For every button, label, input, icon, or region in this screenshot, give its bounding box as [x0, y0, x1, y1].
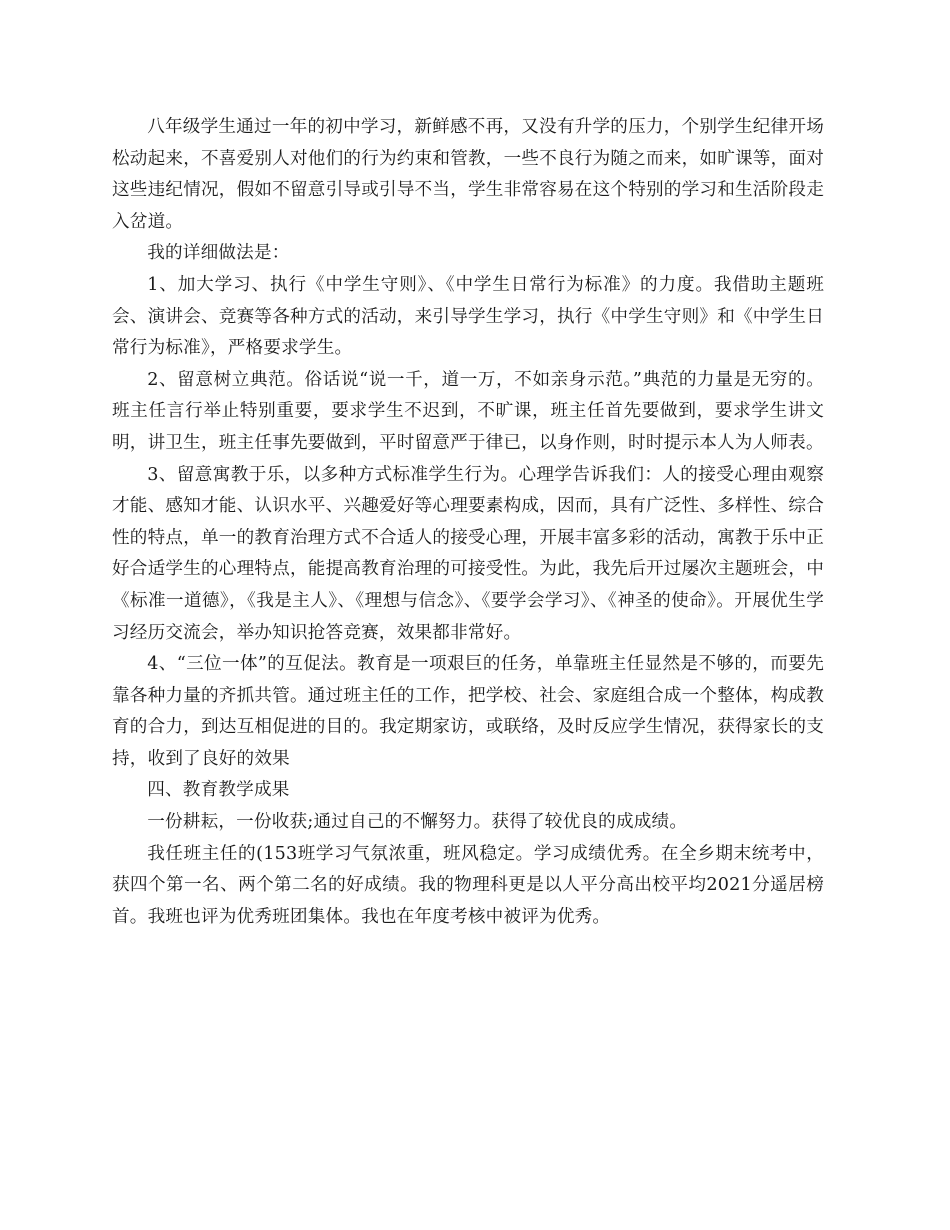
paragraph-method-1: 1、加大学习、执行《中学生守则》、《中学生日常行为标准》的力度。我借助主题班会、演讲会、竞赛等各种方式的活动，来引导学生学习，执行《中学生守则》和《中学生日常行为标准》，严格要求学生。	[112, 274, 824, 359]
section-heading-results: 四、教育教学成果	[147, 780, 290, 801]
paragraph-results-summary: 一份耕耘，一份收获;通过自己的不懈努力。获得了较优良的成成绩。	[147, 812, 688, 833]
paragraph-method-4: 4、“三位一体”的互促法。教育是一项艰巨的任务，单靠班主任显然是不够的，而要先靠各种力量的齐抓共管。通过班主任的工作，把学校、社会、家庭组合成一个整体，构成教育的合力，到达互相促进的目的。我定期家访，或联络，及时反应学生情况，获得家长的支持，收到了良好的效果	[112, 654, 824, 769]
paragraph-intro: 八年级学生通过一年的初中学习，新鲜感不再，又没有升学的压力，个别学生纪律开场松动起来，不喜爱别人对他们的行为约束和管教，一些不良行为随之而来，如旷课等，面对这些违纪情况，假如不留意引导或引导不当，学生非常容易在这个特别的学习和生活阶段走入岔道。	[112, 117, 824, 232]
paragraph-method-3: 3、留意寓教于乐，以多种方式标准学生行为。心理学告诉我们：人的接受心理由观察才能、感知才能、认识水平、兴趣爱好等心理要素构成，因而，具有广泛性、多样性、综合性的特点，单一的教育治理方式不合适人的接受心理，开展丰富多彩的活动，寓教于乐中正好合适学生的心理特点，能提高教育治理的可接受性。为此，我先后开过屡次主题班会，中《标准一道德》，《我是主人》、《理想与信念》、《要学会学习》、《神圣的使命》。开展优生学习经历交流会，举办知识抢答竞赛，效果都非常好。	[112, 464, 824, 643]
paragraph-results-detail: 我任班主任的(153班学习气氛浓重，班风稳定。学习成绩优秀。在全乡期末统考中，获四个第一名、两个第二名的好成绩。我的物理科更是以人平分高出校平均2021分遥居榜首。我班也评为优秀班团集体。我也在年度考核中被评为优秀。	[112, 843, 824, 927]
document-body	[112, 112, 824, 933]
paragraph-method-2: 2、留意树立典范。俗话说“说一千，道一万，不如亲身示范。”典范的力量是无穷的。班主任言行举止特别重要，要求学生不迟到，不旷课，班主任首先要做到，要求学生讲文明，讲卫生，班主任事先要做到，平时留意严于律已，以身作则，时时提示本人为人师表。	[112, 369, 824, 453]
paragraph-method-heading: 我的详细做法是：	[147, 243, 290, 264]
